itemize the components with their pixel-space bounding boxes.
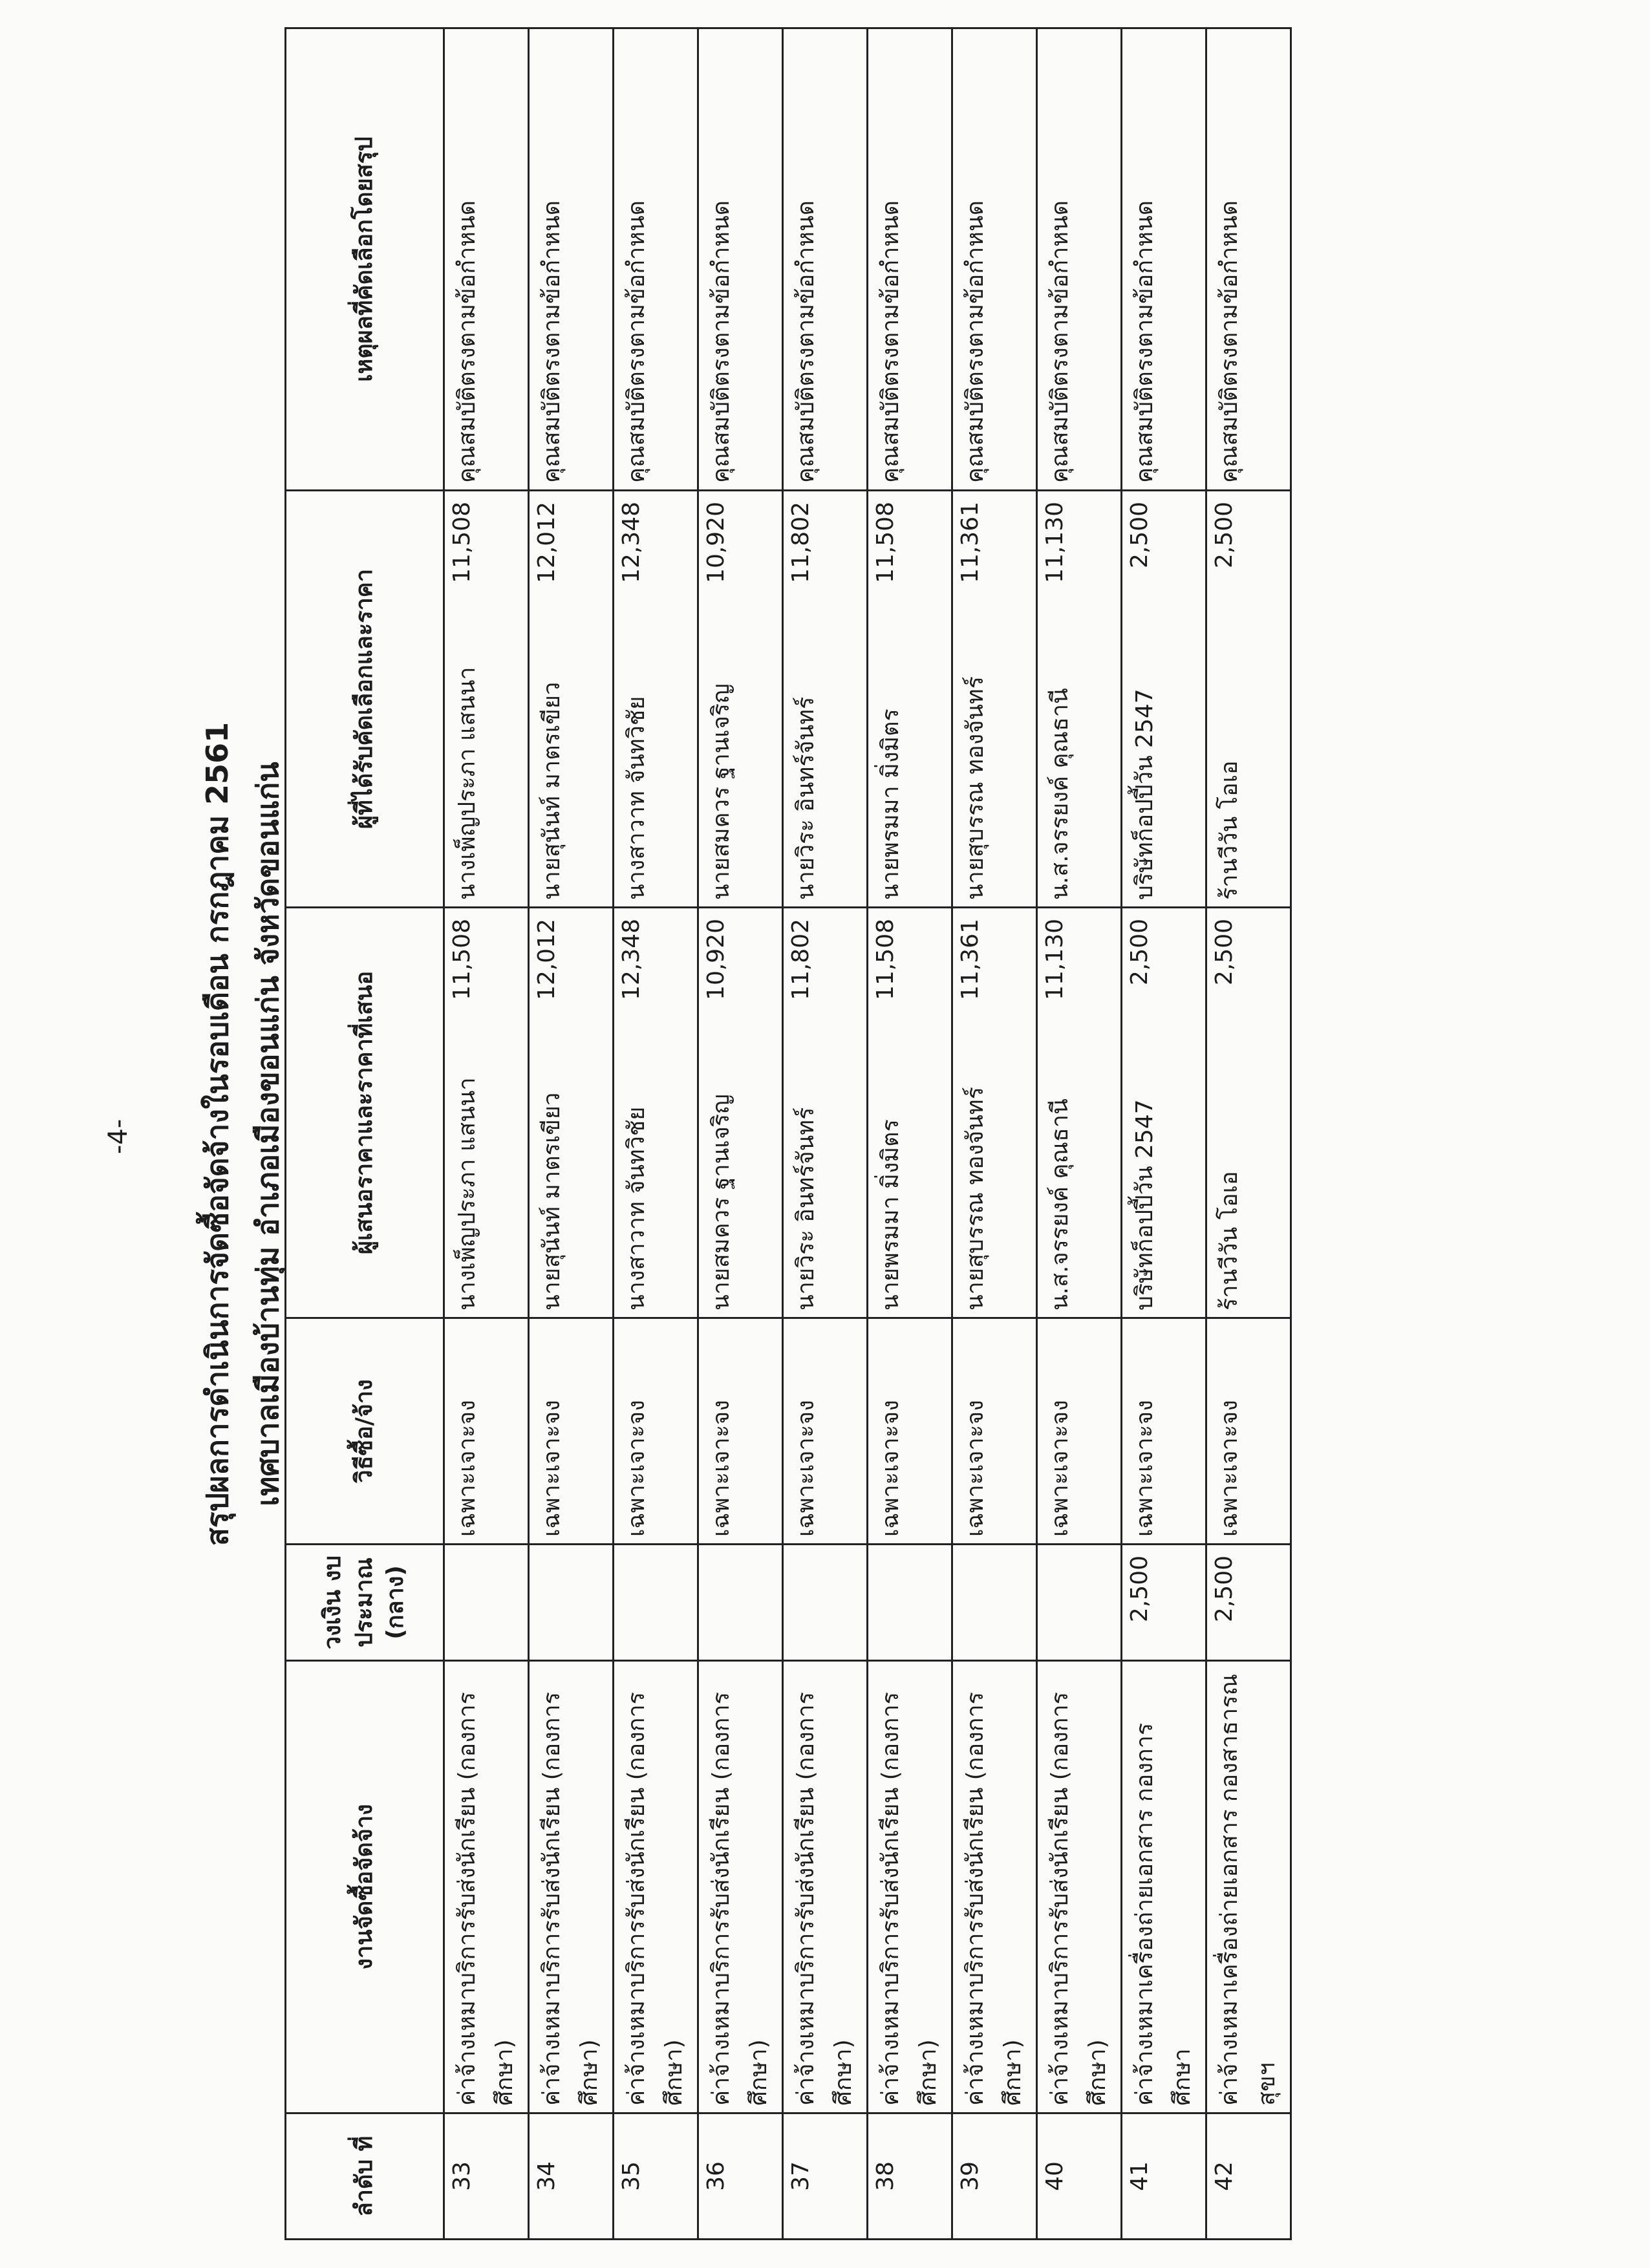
row-number: 40	[1037, 2113, 1122, 2240]
bidder-name: นางเพ็ญประภา แสนนา	[444, 1018, 529, 1318]
table-row	[698, 28, 783, 2239]
winner-price: 12,012	[529, 490, 614, 603]
header-method: วิธีซื้อ/จ้าง	[286, 1318, 444, 1545]
procurement-item: ค่าจ้างเหมาบริการรับส่งนักเรียน (กองการศึกษา)	[952, 1661, 1037, 2113]
bidder-name: นายวิระ อินทร์จันทร์	[783, 1018, 868, 1318]
selection-reason: คุณสมบัติตรงตามข้อกำหนด	[529, 28, 614, 490]
header-reason: เหตุผลที่คัดเลือกโดยสรุป	[286, 28, 444, 490]
row-number: 33	[444, 2113, 529, 2240]
budget-amount	[529, 1545, 614, 1661]
row-number: 36	[698, 2113, 783, 2240]
table-row	[529, 28, 614, 2239]
budget-amount	[444, 1545, 529, 1661]
bid-price: 10,920	[698, 907, 783, 1017]
winner-price: 2,500	[1206, 490, 1291, 603]
table-row	[614, 28, 698, 2239]
page-number: -4-	[103, 1118, 133, 1155]
header-winner: ผู้ที่ได้รับคัดเลือกและราคา	[286, 490, 444, 907]
bid-price: 12,348	[614, 907, 698, 1017]
document-title: สรุปผลการดำเนินการจัดซื้อจัดจ้างในรอบเดือน กรกฎาคม 2561	[200, 722, 235, 1546]
winner-name: นายสุบรรณ ทองจันทร์	[952, 603, 1037, 907]
winner-name: นายสมควร ฐานเจริญ	[698, 603, 783, 907]
bid-price: 11,508	[444, 907, 529, 1017]
header-item: งานจัดซื้อจัดจ้าง	[286, 1661, 444, 2113]
budget-amount	[1037, 1545, 1122, 1661]
bidder-name: น.ส.จรรยงค์ คุณธานี	[1037, 1018, 1122, 1318]
header-bidders: ผู้เสนอราคาและราคาที่เสนอ	[286, 907, 444, 1318]
procurement-item: ค่าจ้างเหมาบริการรับส่งนักเรียน (กองการศึกษา)	[614, 1661, 698, 2113]
procurement-method: เฉพาะเจาะจง	[952, 1318, 1037, 1545]
procurement-method: เฉพาะเจาะจง	[868, 1318, 952, 1545]
winner-name: บริษัทก็อปปี้วัน 2547	[1122, 603, 1206, 907]
winner-price: 11,802	[783, 490, 868, 603]
row-number: 35	[614, 2113, 698, 2240]
bidder-name: นางสาวาท จันทวิชัย	[614, 1018, 698, 1318]
winner-name: ร้านวีวัน โอเอ	[1206, 603, 1291, 907]
document-subtitle: เทศบาลเมืองบ้านทุ่ม อำเภอเมืองขอนแก่น จังหวัดขอนแก่น	[250, 762, 285, 1506]
row-number: 39	[952, 2113, 1037, 2240]
procurement-method: เฉพาะเจาะจง	[529, 1318, 614, 1545]
selection-reason: คุณสมบัติตรงตามข้อกำหนด	[444, 28, 529, 490]
winner-price: 11,508	[444, 490, 529, 603]
procurement-item: ค่าจ้างเหมาบริการรับส่งนักเรียน (กองการศึกษา)	[698, 1661, 783, 2113]
budget-amount	[698, 1545, 783, 1661]
table-row	[783, 28, 868, 2239]
table-row	[1122, 28, 1206, 2239]
table-row	[444, 28, 529, 2239]
bidder-name: ร้านวีวัน โอเอ	[1206, 1018, 1291, 1318]
winner-name: นางสาวาท จันทวิชัย	[614, 603, 698, 907]
bidder-name: บริษัทก็อปปี้วัน 2547	[1122, 1018, 1206, 1318]
procurement-item: ค่าจ้างเหมาเครื่องถ่ายเอกสาร กองสาธารณสุขฯ	[1206, 1661, 1291, 2113]
bidder-name: นายพรมมา มิ่งมิตร	[868, 1018, 952, 1318]
procurement-method: เฉพาะเจาะจง	[614, 1318, 698, 1545]
bid-price: 11,130	[1037, 907, 1122, 1017]
winner-price: 11,361	[952, 490, 1037, 603]
procurement-method: เฉพาะเจาะจง	[444, 1318, 529, 1545]
row-number: 37	[783, 2113, 868, 2240]
budget-amount	[614, 1545, 698, 1661]
procurement-item: ค่าจ้างเหมาบริการรับส่งนักเรียน (กองการศึกษา)	[444, 1661, 529, 2113]
budget-amount: 2,500	[1206, 1545, 1291, 1661]
winner-name: นายวิระ อินทร์จันทร์	[783, 603, 868, 907]
winner-name: นายสุนันท์ มาตรเขียว	[529, 603, 614, 907]
procurement-item: ค่าจ้างเหมาเครื่องถ่ายเอกสาร กองการศึกษา	[1122, 1661, 1206, 2113]
winner-price: 10,920	[698, 490, 783, 603]
bid-price: 11,361	[952, 907, 1037, 1017]
selection-reason: คุณสมบัติตรงตามข้อกำหนด	[614, 28, 698, 490]
selection-reason: คุณสมบัติตรงตามข้อกำหนด	[868, 28, 952, 490]
procurement-item: ค่าจ้างเหมาบริการรับส่งนักเรียน (กองการศึกษา)	[529, 1661, 614, 2113]
bidder-name: นายสุนันท์ มาตรเขียว	[529, 1018, 614, 1318]
winner-name: น.ส.จรรยงค์ คุณธานี	[1037, 603, 1122, 907]
bid-price: 11,802	[783, 907, 868, 1017]
winner-price: 11,130	[1037, 490, 1122, 603]
table-row	[868, 28, 952, 2239]
selection-reason: คุณสมบัติตรงตามข้อกำหนด	[698, 28, 783, 490]
winner-price: 12,348	[614, 490, 698, 603]
bid-price: 2,500	[1122, 907, 1206, 1017]
bid-price: 11,508	[868, 907, 952, 1017]
winner-name: นางเพ็ญประภา แสนนา	[444, 603, 529, 907]
row-number: 41	[1122, 2113, 1206, 2240]
procurement-method: เฉพาะเจาะจง	[1122, 1318, 1206, 1545]
procurement-method: เฉพาะเจาะจง	[783, 1318, 868, 1545]
procurement-item: ค่าจ้างเหมาบริการรับส่งนักเรียน (กองการศึกษา)	[1037, 1661, 1122, 2113]
row-number: 34	[529, 2113, 614, 2240]
procurement-table	[284, 27, 1292, 2240]
procurement-method: เฉพาะเจาะจง	[698, 1318, 783, 1545]
header-budget: วงเงิน งบประมาณ (กลาง)	[286, 1545, 444, 1661]
winner-name: นายพรมมา มิ่งมิตร	[868, 603, 952, 907]
row-number: 38	[868, 2113, 952, 2240]
row-number: 42	[1206, 2113, 1291, 2240]
table-row	[952, 28, 1037, 2239]
procurement-item: ค่าจ้างเหมาบริการรับส่งนักเรียน (กองการศึกษา)	[868, 1661, 952, 2113]
selection-reason: คุณสมบัติตรงตามข้อกำหนด	[783, 28, 868, 490]
header-no: ลำดับ ที่	[286, 2113, 444, 2240]
budget-amount: 2,500	[1122, 1545, 1206, 1661]
procurement-method: เฉพาะเจาะจง	[1037, 1318, 1122, 1545]
procurement-item: ค่าจ้างเหมาบริการรับส่งนักเรียน (กองการศึกษา)	[783, 1661, 868, 2113]
budget-amount	[952, 1545, 1037, 1661]
winner-price: 2,500	[1122, 490, 1206, 603]
table-row	[1037, 28, 1122, 2239]
selection-reason: คุณสมบัติตรงตามข้อกำหนด	[1122, 28, 1206, 490]
bid-price: 2,500	[1206, 907, 1291, 1017]
budget-amount	[783, 1545, 868, 1661]
selection-reason: คุณสมบัติตรงตามข้อกำหนด	[1037, 28, 1122, 490]
selection-reason: คุณสมบัติตรงตามข้อกำหนด	[1206, 28, 1291, 490]
winner-price: 11,508	[868, 490, 952, 603]
table-row	[1206, 28, 1291, 2239]
procurement-method: เฉพาะเจาะจง	[1206, 1318, 1291, 1545]
bid-price: 12,012	[529, 907, 614, 1017]
bidder-name: นายสุบรรณ ทองจันทร์	[952, 1018, 1037, 1318]
selection-reason: คุณสมบัติตรงตามข้อกำหนด	[952, 28, 1037, 490]
bidder-name: นายสมควร ฐานเจริญ	[698, 1018, 783, 1318]
budget-amount	[868, 1545, 952, 1661]
